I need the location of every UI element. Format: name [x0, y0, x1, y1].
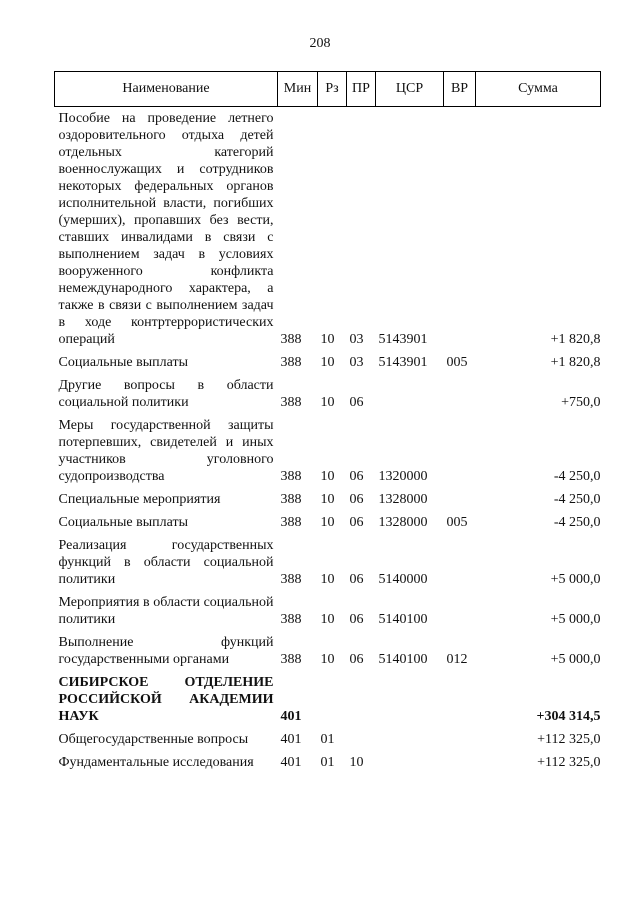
cell-pr: 06 [349, 572, 364, 587]
cell-name [55, 354, 278, 377]
row-name-text: Специальные мероприятия [58, 492, 221, 507]
cell-rz: 01 [320, 732, 335, 747]
cell-sum: +112 325,0 [537, 732, 601, 747]
cell-csr [376, 754, 444, 777]
cell-pr: 06 [349, 612, 364, 627]
cell-name [55, 754, 278, 777]
cell-name [55, 491, 278, 514]
row-name-text: Фундаментальные исследования [58, 755, 254, 770]
table-row [55, 731, 601, 754]
table-row [55, 417, 601, 491]
header-vr: ВР [444, 72, 476, 107]
row-name-text: Другие вопросы в области социальной политики [58, 378, 274, 410]
cell-min: 388 [280, 572, 302, 587]
row-name-text: Мероприятия в области социальной политики [58, 595, 274, 627]
cell-min: 388 [280, 492, 302, 507]
cell-min: 388 [280, 395, 302, 410]
cell-name [55, 634, 278, 674]
cell-name [55, 537, 278, 594]
cell-csr: 5140100 [378, 652, 428, 667]
cell-vr [444, 731, 476, 754]
cell-pr: 03 [349, 355, 364, 370]
cell-csr: 5140000 [378, 572, 428, 587]
cell-name [55, 514, 278, 537]
table-body [55, 107, 601, 778]
cell-sum: -4 250,0 [553, 492, 601, 507]
cell-pr: 06 [349, 652, 364, 667]
table-row [55, 754, 601, 777]
header-min: Мин [278, 72, 318, 107]
cell-vr: 005 [446, 355, 468, 370]
table-header-row [55, 72, 601, 107]
cell-min: 388 [280, 332, 302, 347]
cell-rz: 10 [320, 492, 335, 507]
cell-csr: 5140100 [378, 612, 428, 627]
cell-vr [444, 107, 476, 355]
table-row [55, 537, 601, 594]
cell-vr [444, 754, 476, 777]
cell-sum: -4 250,0 [553, 469, 601, 484]
cell-vr: 012 [446, 652, 468, 667]
row-name-text: Общегосударственные вопросы [58, 732, 249, 747]
cell-sum: +304 314,5 [536, 709, 601, 724]
cell-pr: 06 [349, 469, 364, 484]
cell-min: 401 [280, 732, 302, 747]
cell-name [55, 731, 278, 754]
cell-min: 401 [280, 755, 302, 770]
cell-sum: -4 250,0 [553, 515, 601, 530]
table-row [55, 491, 601, 514]
table-row [55, 514, 601, 537]
cell-min: 388 [280, 515, 302, 530]
cell-vr [444, 377, 476, 417]
cell-pr: 06 [349, 395, 364, 410]
cell-csr: 5143901 [378, 355, 428, 370]
cell-name [55, 417, 278, 491]
cell-vr [444, 674, 476, 731]
cell-rz: 10 [320, 395, 335, 410]
cell-pr [347, 674, 376, 731]
cell-name [55, 377, 278, 417]
row-name-text: СИБИРСКОЕ ОТДЕЛЕНИЕ РОССИЙСКОЙ АКАДЕМИИ НАУК [58, 675, 274, 724]
cell-csr: 1320000 [378, 469, 428, 484]
cell-min: 388 [280, 612, 302, 627]
cell-csr: 1328000 [378, 515, 428, 530]
cell-name [55, 674, 278, 731]
row-name-text: Пособие на проведение летнего оздоровительного отдыха детей отдельных категорий военнослужащих и сотрудников некоторых федеральных органов исполнительной власти, погибших (умерших), пропавших без вести, ставших инвалидами в связи с выполнением задач в условиях вооруженного конфликта немеждународного характера, а также в связи с выполнением задач в ходе контртеррористических операций [58, 111, 274, 347]
cell-rz: 01 [320, 755, 335, 770]
row-name-text: Социальные выплаты [58, 515, 189, 530]
cell-pr: 06 [349, 515, 364, 530]
table-row [55, 377, 601, 417]
cell-vr [444, 491, 476, 514]
row-name-text: Выполнение функций государственными органами [58, 635, 274, 667]
row-name-text: Социальные выплаты [58, 355, 189, 370]
cell-pr [347, 731, 376, 754]
cell-rz: 10 [320, 469, 335, 484]
page-number: 208 [309, 36, 331, 51]
cell-sum: +1 820,8 [550, 332, 601, 347]
cell-rz: 10 [320, 572, 335, 587]
cell-sum: +5 000,0 [550, 652, 601, 667]
cell-pr: 10 [349, 755, 364, 770]
cell-csr: 5143901 [378, 332, 428, 347]
cell-name [55, 107, 278, 355]
header-pr: ПР [347, 72, 376, 107]
cell-min: 388 [280, 652, 302, 667]
cell-vr [444, 594, 476, 634]
cell-sum: +1 820,8 [550, 355, 601, 370]
cell-sum: +5 000,0 [550, 572, 601, 587]
cell-rz: 10 [320, 355, 335, 370]
cell-pr: 03 [349, 332, 364, 347]
cell-vr [444, 417, 476, 491]
header-name: Наименование [55, 72, 278, 107]
row-name-text: Меры государственной защиты потерпевших, свидетелей и иных участников уголовного судопроизводства [58, 418, 274, 484]
cell-min: 401 [280, 709, 302, 724]
cell-rz: 10 [320, 332, 335, 347]
header-rz: Рз [318, 72, 347, 107]
cell-vr: 005 [446, 515, 468, 530]
header-csr: ЦСР [376, 72, 444, 107]
cell-vr [444, 537, 476, 594]
cell-name [55, 594, 278, 634]
cell-csr [376, 377, 444, 417]
header-sum: Сумма [476, 72, 601, 107]
cell-rz: 10 [320, 515, 335, 530]
budget-table [54, 71, 601, 777]
cell-pr: 06 [349, 492, 364, 507]
cell-sum: +112 325,0 [537, 755, 601, 770]
cell-sum: +750,0 [561, 395, 601, 410]
cell-rz [318, 674, 347, 731]
cell-rz: 10 [320, 652, 335, 667]
cell-csr: 1328000 [378, 492, 428, 507]
table-row [55, 674, 601, 731]
cell-csr [376, 731, 444, 754]
table-row [55, 354, 601, 377]
cell-min: 388 [280, 355, 302, 370]
table-row [55, 594, 601, 634]
table-row [55, 107, 601, 355]
cell-sum: +5 000,0 [550, 612, 601, 627]
table-row [55, 634, 601, 674]
cell-rz: 10 [320, 612, 335, 627]
cell-csr [376, 674, 444, 731]
row-name-text: Реализация государственных функций в области социальной политики [58, 538, 274, 587]
cell-min: 388 [280, 469, 302, 484]
